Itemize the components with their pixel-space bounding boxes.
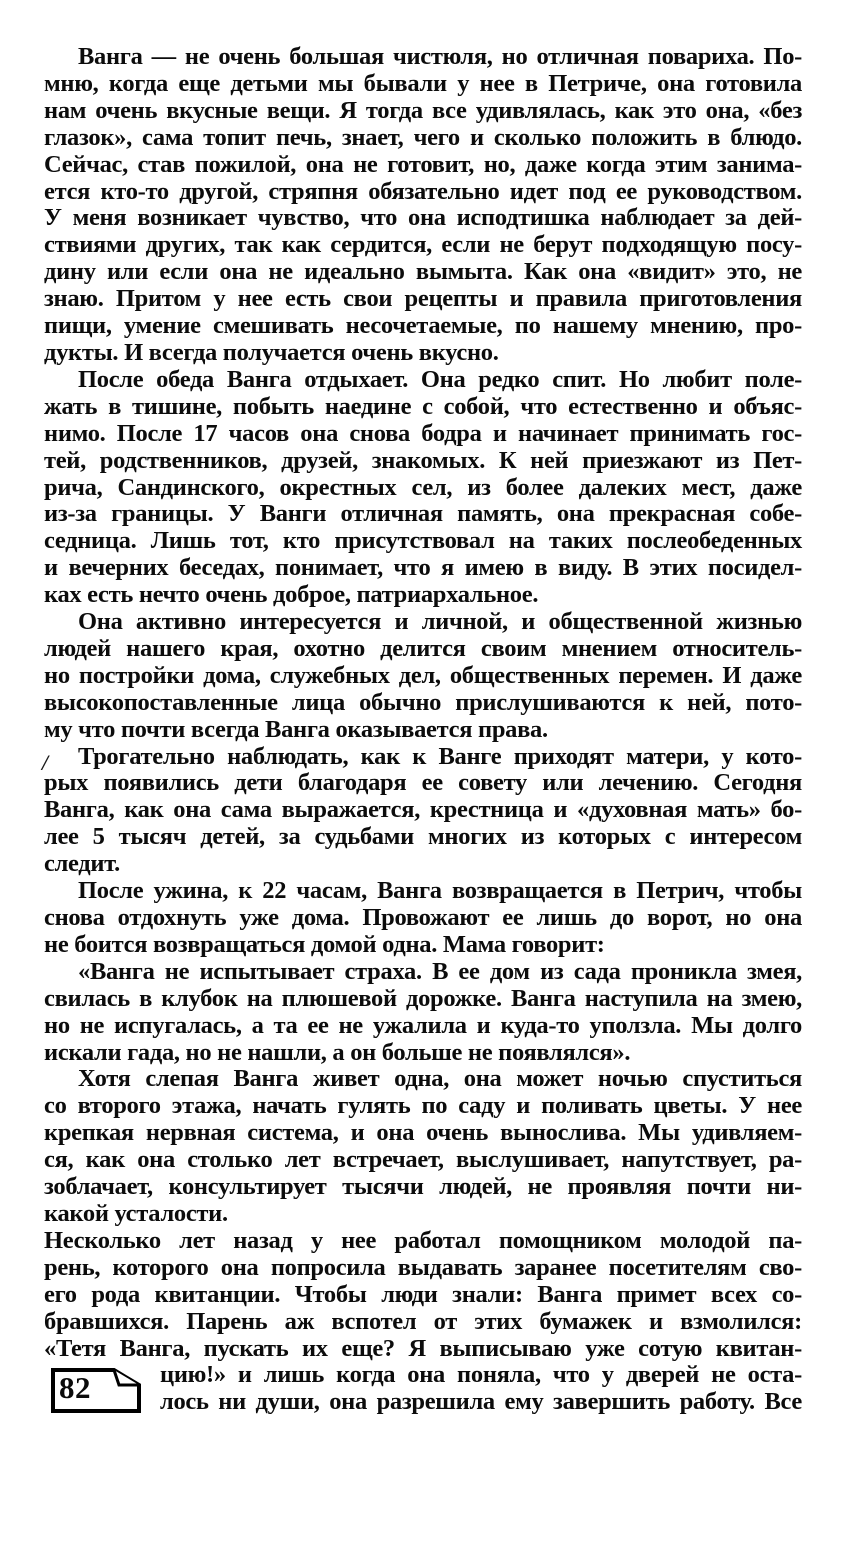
- text-line: Ванга — не очень большая чистюля, но отличная повариха. По-: [78, 43, 802, 70]
- text-line: Трогательно наблюдать, как к Ванге приходят матери, у кото-: [78, 742, 802, 770]
- text-line: людей нашего края, охотно делится своим мнением относитель-: [44, 634, 802, 662]
- text-line: ся, как она столько лет встречает, выслушивает, напутствует, ра-: [44, 1146, 802, 1174]
- text-line: жать в тишине, побыть наедине с собой, что естественно и объяс-: [44, 392, 802, 420]
- page-number-box: [50, 1366, 142, 1414]
- paragraph: [44, 878, 802, 959]
- text-line: нимо. После 17 часов она снова бодра и начинает принимать гос-: [44, 419, 802, 447]
- text-line: тей, родственников, друзей, знакомых. К ней приезжают из Пет-: [44, 446, 802, 474]
- text-line: Несколько лет назад у нее работал помощником молодой па-: [44, 1226, 802, 1254]
- text-line: крепкая нервная система, и она очень вынослива. Мы удивляем-: [44, 1119, 802, 1147]
- text-line: рень, которого она попросила выдавать заранее посетителям сво-: [44, 1253, 802, 1281]
- text-line: зоблачает, консультирует тысячи людей, не проявляя почти ни-: [44, 1173, 802, 1201]
- text-line: ется кто-то другой, стряпня обязательно идет под ее руководством.: [44, 177, 802, 205]
- text-line: но не испугалась, а та ее не ужалила и куда-то уползла. Мы долго: [44, 1011, 802, 1039]
- text-line: рича, Сандинского, окрестных сел, из более далеких мест, даже: [44, 473, 802, 501]
- text-line: рых появились дети благодаря ее совету или лечению. Сегодня: [44, 769, 802, 797]
- text-line: высокопоставленные лица обычно прислушиваются к ней, пото-: [44, 688, 802, 716]
- paragraph: [44, 744, 802, 879]
- text-line: му что почти всегда Ванга оказывается права.: [44, 715, 548, 743]
- text-line: Сейчас, став пожилой, она не готовит, но, даже когда этим занима-: [44, 150, 802, 178]
- text-line: знаю. Притом у нее есть свои рецепты и правила приготовления: [44, 285, 802, 313]
- text-line: мню, когда еще детьми мы бывали у нее в Петриче, она готовила: [44, 69, 802, 97]
- paragraph: [44, 959, 802, 1067]
- text-line: ствиями других, так как сердится, если не берут подходящую посу-: [44, 231, 802, 259]
- paragraph: [44, 367, 802, 609]
- text-line: не боится возвращаться домой одна. Мама говорит:: [44, 930, 605, 958]
- text-block: [44, 44, 802, 1416]
- text-line: нам очень вкусные вещи. Я тогда все удивлялась, как это она, «без: [44, 96, 802, 124]
- paragraph: [44, 44, 802, 367]
- text-line: его рода квитанции. Чтобы люди знали: Ванга примет всех со-: [44, 1280, 802, 1308]
- text-line: следит.: [44, 850, 120, 878]
- text-line: свилась в клубок на плюшевой дорожке. Ванга наступила на змею,: [44, 984, 802, 1012]
- page-number: 82: [59, 1370, 91, 1405]
- text-line: У меня возникает чувство, что она исподтишка наблюдает за дей-: [44, 204, 802, 232]
- text-line: цию!» и лишь когда она поняла, что у дверей не оста-: [160, 1361, 802, 1389]
- text-line: ках есть нечто очень доброе, патриархальное.: [44, 581, 539, 609]
- paragraph: [44, 1066, 802, 1227]
- text-line: дукты. И всегда получается очень вкусно.: [44, 338, 499, 366]
- text-line: Она активно интересуется и личной, и общественной жизнью: [78, 608, 802, 636]
- text-line: и вечерних беседах, понимает, что я имею в виду. В этих посидел-: [44, 554, 802, 582]
- text-line: После обеда Ванга отдыхает. Она редко спит. Но любит поле-: [78, 365, 802, 393]
- text-line: седница. Лишь тот, кто присутствовал на таких послеобеденных: [44, 527, 802, 555]
- text-line: глазок», сама топит печь, знает, чего и сколько положить в блюдо.: [44, 123, 802, 151]
- text-line: какой усталости.: [44, 1199, 228, 1227]
- text-line: искали гада, но не нашли, а он больше не появлялся».: [44, 1038, 631, 1066]
- text-line: лее 5 тысяч детей, за судьбами многих из которых с интересом: [44, 823, 802, 851]
- text-line: но постройки дома, служебных дел, общественных перемен. И даже: [44, 661, 802, 689]
- text-line: из-за границы. У Ванги отличная память, она прекрасная собе-: [44, 500, 802, 528]
- text-line: лось ни души, она разрешила ему завершить работу. Все: [160, 1388, 802, 1416]
- paragraph: [44, 609, 802, 744]
- paragraph: [44, 1228, 802, 1416]
- text-line: Хотя слепая Ванга живет одна, она может ночью спуститься: [78, 1065, 802, 1093]
- margin-mark: /: [42, 750, 49, 775]
- text-line: пищи, умение смешивать несочетаемые, по нашему мнению, про-: [44, 312, 802, 340]
- text-line: снова отдохнуть уже дома. Провожают ее лишь до ворот, но она: [44, 904, 802, 931]
- text-line: дину или если она не идеально вымыта. Как она «видит» это, не: [44, 258, 802, 286]
- text-line: «Ванга не испытывает страха. В ее дом из сада проникла змея,: [78, 957, 802, 985]
- text-line: со второго этажа, начать гулять по саду и поливать цветы. У нее: [44, 1092, 802, 1120]
- text-line: бравшихся. Парень аж вспотел от этих бумажек и взмолился:: [44, 1307, 802, 1335]
- text-line: После ужина, к 22 часам, Ванга возвращается в Петрич, чтобы: [78, 877, 802, 905]
- text-line: Ванга, как она сама выражается, крестница и «духовная мать» бо-: [44, 796, 802, 824]
- text-line: «Тетя Ванга, пускать их еще? Я выписываю уже сотую квитан-: [44, 1334, 802, 1362]
